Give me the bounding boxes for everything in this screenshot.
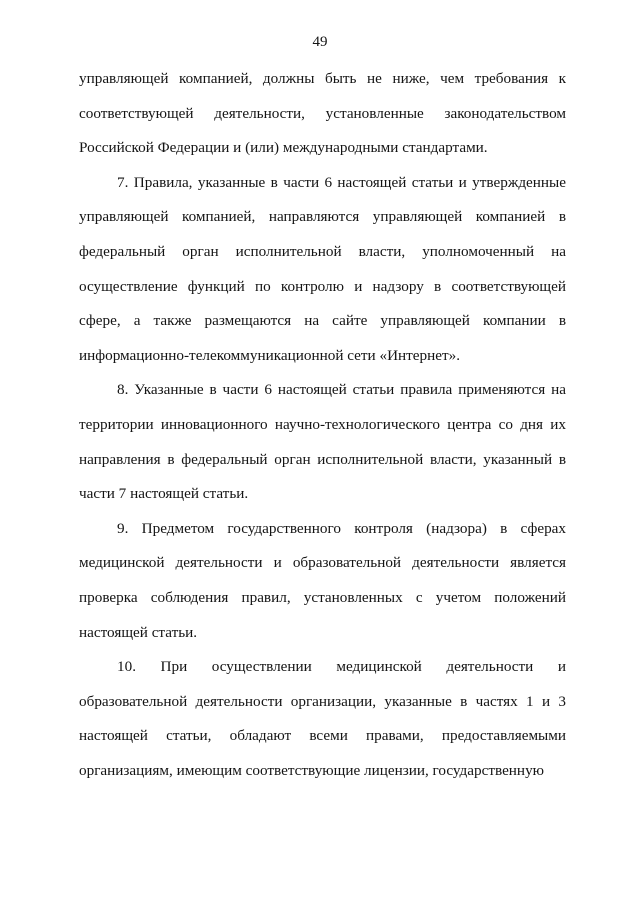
paragraph-8: 8. Указанные в части 6 настоящей статьи правила применяются на территории инновационного научно-технологического центра со дня их направления в федеральный орган исполнительной власти, указанный в части 7 настоящей статьи.: [79, 381, 566, 503]
paragraph-10: 10. При осуществлении медицинской деятельности и образовательной деятельности организации, указанные в частях 1 и 3 настоящей статьи, обладают всеми правами, предоставляемыми организациям, имеющим соответствующие лицензии, государственную: [79, 658, 566, 779]
page-number: 49: [312, 34, 328, 50]
paragraph-continued: управляющей компанией, должны быть не ниже, чем требования к соответствующей деятельности, установленные законодательством Российской Федерации и (или) международными стандартами.: [79, 70, 566, 157]
paragraph-9: 9. Предметом государственного контроля (надзора) в сферах медицинской деятельности и образовательной деятельности является проверка соблюдения правил, установленных с учетом положений настоящей статьи.: [79, 519, 566, 641]
document-body: [79, 62, 566, 788]
paragraph-7: 7. Правила, указанные в части 6 настоящей статьи и утвержденные управляющей компанией, направляются управляющей компанией в федеральный орган исполнительной власти, уполномоченный на осуществление функций по контролю и надзору в соответствующей сфере, а также размещаются на сайте управляющей компании в информационно-телекоммуникационной сети «Интернет».: [79, 173, 566, 364]
